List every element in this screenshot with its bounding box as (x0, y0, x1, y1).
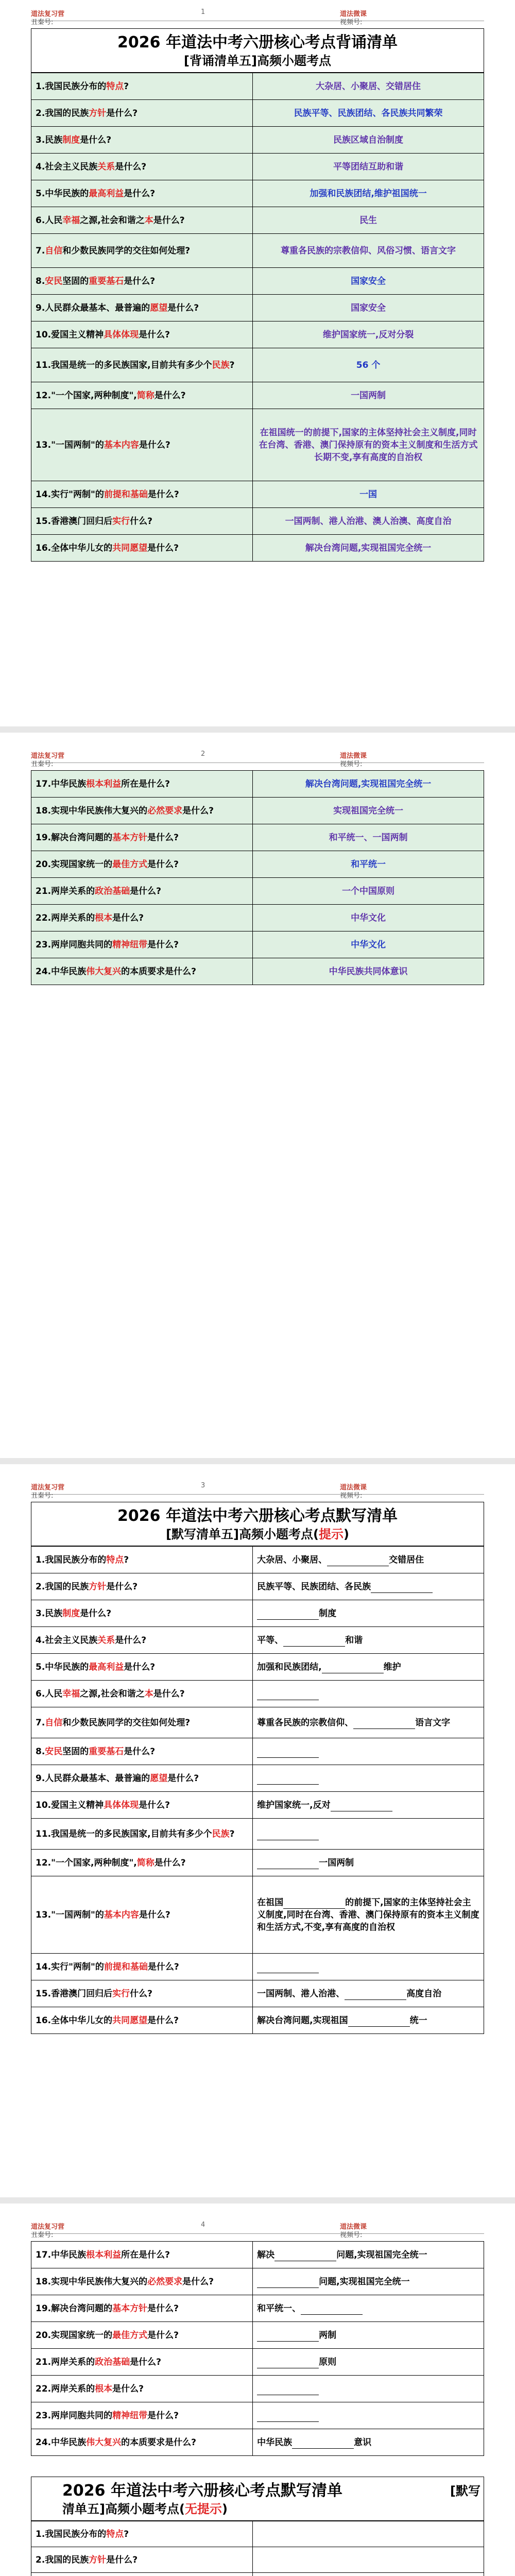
blank-line (301, 2305, 363, 2315)
page-number: 2 (201, 750, 205, 758)
answer-cell: 实现祖国完全统一 (253, 798, 484, 824)
answer-cell: 和平统一 (253, 851, 484, 878)
table-row (31, 2521, 484, 2547)
recite-table-1 (31, 73, 484, 562)
table-row (31, 508, 484, 535)
empty-answer-cell[interactable] (253, 2573, 484, 2576)
answer-cell: 民族区域自治制度 (253, 127, 484, 154)
fill-answer-cell: 解决台湾问题,实现祖国 统一 (253, 2007, 484, 2034)
question-cell: 1.我国民族分布的特点? (31, 1547, 253, 1573)
question-cell: 9.人民群众最基本、最普遍的愿望是什么? (31, 1765, 253, 1792)
question-cell: 15.香港澳门回归后实行什么? (31, 1980, 253, 2007)
answer-cell: 一国两制、港人治港、澳人治澳、高度自治 (253, 508, 484, 535)
answer-cell: 56 个 (253, 348, 484, 382)
blank-line (257, 1748, 319, 1758)
table-row (31, 1681, 484, 1707)
answer-cell: 平等团结互助和谐 (253, 154, 484, 180)
question-cell: 11.我国是统一的多民族国家,目前共有多少个民族? (31, 348, 253, 382)
question-cell: 4.社会主义民族关系是什么? (31, 1627, 253, 1654)
table-row (31, 295, 484, 321)
answer-cell: 和平统一、一国两制 (253, 824, 484, 851)
fill-answer-cell: 和平统一、 (253, 2295, 484, 2322)
question-cell: 22.两岸关系的根本是什么? (31, 2376, 253, 2402)
question-cell: 24.中华民族伟大复兴的本质要求是什么? (31, 958, 253, 985)
fill-answer-cell: 一国两制、港人治港、 高度自治 (253, 1980, 484, 2007)
question-cell: 15.香港澳门回归后实行什么? (31, 508, 253, 535)
blank-line (257, 1610, 319, 1620)
table-row (31, 1654, 484, 1681)
table-row (31, 1573, 484, 1600)
page-header: 丑秦号: 道法复习营 2 视频号: 道法微课 (31, 742, 484, 763)
fill-answer-cell: 在祖国 的前提下,国家的主体坚持社会主义制度,同时在台湾、香港、澳门保持原有的资本主义制度和生活方式,不变,享有高度的自治权 (253, 1876, 484, 1954)
question-cell: 23.两岸同胞共同的精神纽带是什么? (31, 931, 253, 958)
table-row (31, 1765, 484, 1792)
table-row (31, 798, 484, 824)
question-cell: 5.中华民族的最高利益是什么? (31, 180, 253, 207)
page-header: 丑秦号: 道法复习营 4 视频号: 道法微课 (31, 2213, 484, 2234)
question-cell: 21.两岸关系的政治基础是什么? (31, 2349, 253, 2376)
answer-cell: 维护国家统一,反对分裂 (253, 321, 484, 348)
question-cell: 12."一个国家,两种制度",简称是什么? (31, 382, 253, 409)
question-cell: 19.解决台湾问题的基本方针是什么? (31, 2295, 253, 2322)
answer-cell: 解决台湾问题,实现祖国完全统一 (253, 771, 484, 798)
question-cell: 4.社会主义民族关系是什么? (31, 154, 253, 180)
blank-line (292, 2439, 354, 2449)
question-cell: 17.中华民族根本利益所在是什么? (31, 771, 253, 798)
dictation-table-2 (31, 2241, 484, 2456)
question-cell: 3.民族制度是什么? (31, 1600, 253, 1627)
table-row (31, 154, 484, 180)
table-row (31, 878, 484, 905)
page-2 (31, 742, 484, 985)
question-cell: 11.我国是统一的多民族国家,目前共有多少个民族? (31, 1819, 253, 1850)
table-row (31, 1738, 484, 1765)
fill-answer-cell: 原则 (253, 2349, 484, 2376)
answer-cell: 一个中国原则 (253, 878, 484, 905)
question-cell: 21.两岸关系的政治基础是什么? (31, 878, 253, 905)
fill-answer-cell: 制度 (253, 1600, 484, 1627)
question-cell: 16.全体中华儿女的共同愿望是什么? (31, 2007, 253, 2034)
blank-line (322, 1664, 384, 1673)
question-cell: 12."一个国家,两种制度",简称是什么? (31, 1850, 253, 1876)
blank-line (283, 1899, 345, 1909)
header-right: 视频号: 道法微课 (340, 10, 367, 26)
question-cell: 20.实现国家统一的最佳方式是什么? (31, 2322, 253, 2349)
table-row (31, 73, 484, 100)
answer-cell: 民族平等、民族团结、各民族共同繁荣 (253, 100, 484, 127)
table-row (31, 180, 484, 207)
question-cell: 14.实行"两制"的前提和基础是什么? (31, 1954, 253, 1980)
table-row (31, 2402, 484, 2429)
dictation-table-1 (31, 1546, 484, 2034)
table-row (31, 1980, 484, 2007)
question-cell: 22.两岸关系的根本是什么? (31, 905, 253, 931)
table-row (31, 382, 484, 409)
blank-line (257, 2412, 319, 2422)
question-cell: 19.解决台湾问题的基本方针是什么? (31, 824, 253, 851)
table-row (31, 2429, 484, 2456)
question-cell: 2.我国的民族方针是什么? (31, 100, 253, 127)
fill-answer-cell: 加强和民族团结, 维护 (253, 1654, 484, 1681)
table-row (31, 127, 484, 154)
question-cell: 14.实行"两制"的前提和基础是什么? (31, 481, 253, 508)
table-row (31, 1600, 484, 1627)
table-row (31, 2573, 484, 2576)
dictation-title: 2026 年道法中考六册核心考点默写清单 [默写清单五]高频小题考点(提示) (31, 1502, 484, 1546)
page-header (31, 0, 484, 26)
question-cell: 17.中华民族根本利益所在是什么? (31, 2242, 253, 2268)
page-3 (31, 1473, 484, 2034)
question-cell: 6.人民幸福之源,社会和谐之本是什么? (31, 1681, 253, 1707)
fill-answer-cell: 中华民族 意识 (253, 2429, 484, 2456)
fill-answer-cell (253, 2402, 484, 2429)
page-number: 1 (201, 8, 205, 16)
question-cell: 18.实现中华民族伟大复兴的必然要求是什么? (31, 798, 253, 824)
table-row (31, 268, 484, 295)
question-cell: 1.我国民族分布的特点? (31, 2521, 253, 2547)
blank-line (371, 1583, 433, 1593)
question-cell: 10.爱国主义精神具体体现是什么? (31, 1792, 253, 1819)
question-cell: 3.民族制度是什么? (31, 127, 253, 154)
table-row (31, 1792, 484, 1819)
blank-line (257, 2332, 319, 2342)
table-row (31, 1819, 484, 1850)
table-row (31, 771, 484, 798)
table-row (31, 931, 484, 958)
header-left: 丑秦号: 道法复习营 (31, 10, 65, 26)
blank-line (331, 1802, 392, 1811)
page-header: 丑秦号: 道法复习营 3 视频号: 道法微课 (31, 1473, 484, 1495)
fill-answer-cell: 解决 问题,实现祖国完全统一 (253, 2242, 484, 2268)
blank-line (257, 1831, 319, 1840)
table-row (31, 2349, 484, 2376)
table-row (31, 2295, 484, 2322)
table-row (31, 1954, 484, 1980)
question-cell: 7.自信和少数民族同学的交往如何处理? (31, 1707, 253, 1738)
fill-answer-cell (253, 1954, 484, 1980)
table-row (31, 2322, 484, 2349)
question-cell: 16.全体中华儿女的共同愿望是什么? (31, 535, 253, 562)
fill-answer-cell: 维护国家统一,反对 (253, 1792, 484, 1819)
question-cell: 18.实现中华民族伟大复兴的必然要求是什么? (31, 2268, 253, 2295)
question-cell: 20.实现国家统一的最佳方式是什么? (31, 851, 253, 878)
answer-cell: 国家安全 (253, 295, 484, 321)
blank-line (257, 2385, 319, 2395)
table-row (31, 2242, 484, 2268)
blank-line (353, 1719, 415, 1729)
page-gap (0, 2197, 515, 2204)
empty-answer-cell[interactable] (253, 2547, 484, 2573)
blank-line (283, 1637, 345, 1647)
table-row (31, 905, 484, 931)
answer-cell: 一国两制 (253, 382, 484, 409)
question-cell (31, 2573, 253, 2576)
page-4 (31, 2213, 484, 2576)
table-row (31, 1876, 484, 1954)
page-number: 3 (201, 1482, 205, 1489)
page-1 (31, 0, 484, 562)
question-cell: 6.人民幸福之源,社会和谐之本是什么? (31, 207, 253, 234)
table-row (31, 851, 484, 878)
question-cell: 24.中华民族伟大复兴的本质要求是什么? (31, 2429, 253, 2456)
fill-answer-cell (253, 2376, 484, 2402)
question-cell: 7.自信和少数民族同学的交往如何处理? (31, 234, 253, 268)
answer-cell: 大杂居、小聚居、交错居住 (253, 73, 484, 100)
fill-answer-cell: 一国两制 (253, 1850, 484, 1876)
fill-answer-cell (253, 1681, 484, 1707)
question-cell: 9.人民群众最基本、最普遍的愿望是什么? (31, 295, 253, 321)
table-row (31, 100, 484, 127)
table-row (31, 481, 484, 508)
question-cell: 10.爱国主义精神具体体现是什么? (31, 321, 253, 348)
question-cell: 8.安民坚固的重要基石是什么? (31, 268, 253, 295)
answer-cell: 民生 (253, 207, 484, 234)
answer-cell: 中华文化 (253, 905, 484, 931)
blank-line (274, 2251, 336, 2261)
empty-answer-cell[interactable] (253, 2521, 484, 2547)
fill-answer-cell (253, 1819, 484, 1850)
table-row (31, 409, 484, 481)
table-row (31, 1850, 484, 1876)
table-row (31, 958, 484, 985)
table-row (31, 321, 484, 348)
fill-answer-cell: 尊重各民族的宗教信仰、 语言文字 (253, 1707, 484, 1738)
table-row (31, 348, 484, 382)
table-row (31, 2376, 484, 2402)
blank-line (257, 1859, 319, 1869)
table-row (31, 1547, 484, 1573)
table-row (31, 234, 484, 268)
page-gap (0, 1458, 515, 1464)
table-row (31, 1627, 484, 1654)
blank-line (348, 2017, 410, 2027)
table-row (31, 824, 484, 851)
question-cell: 13."一国两制"的基本内容是什么? (31, 1876, 253, 1954)
answer-cell: 中华文化 (253, 931, 484, 958)
fill-answer-cell: 民族平等、民族团结、各民族 (253, 1573, 484, 1600)
fill-answer-cell: 平等、 和谐 (253, 1627, 484, 1654)
fill-answer-cell: 问题,实现祖国完全统一 (253, 2268, 484, 2295)
page-number: 4 (201, 2221, 205, 2229)
question-cell: 8.安民坚固的重要基石是什么? (31, 1738, 253, 1765)
table-row (31, 2547, 484, 2573)
blank-line (257, 2278, 319, 2288)
table-row (31, 2268, 484, 2295)
blank-line (345, 1990, 406, 2000)
answer-cell: 中华民族共同体意识 (253, 958, 484, 985)
answer-cell: 尊重各民族的宗教信仰、风俗习惯、语言文字 (253, 234, 484, 268)
question-cell: 13."一国两制"的基本内容是什么? (31, 409, 253, 481)
table-row (31, 2007, 484, 2034)
page-title: 2026 年道法中考六册核心考点背诵清单 [背诵清单五]高频小题考点 (31, 28, 484, 73)
answer-cell: 加强和民族团结,维护祖国统一 (253, 180, 484, 207)
recite-table-2 (31, 770, 484, 985)
blank-line (257, 1963, 319, 1973)
fill-answer-cell: 大杂居、小聚居、 交错居住 (253, 1547, 484, 1573)
blank-line (257, 1690, 319, 1700)
question-cell: 2.我国的民族方针是什么? (31, 1573, 253, 1600)
question-cell: 2.我国的民族方针是什么? (31, 2547, 253, 2573)
page-gap (0, 726, 515, 733)
blank-line (257, 1775, 319, 1785)
question-cell: 1.我国民族分布的特点? (31, 73, 253, 100)
table-row (31, 1707, 484, 1738)
question-cell: 5.中华民族的最高利益是什么? (31, 1654, 253, 1681)
question-cell: 23.两岸同胞共同的精神纽带是什么? (31, 2402, 253, 2429)
table-row (31, 535, 484, 562)
blank-table-1 (31, 2521, 484, 2576)
table-row (31, 207, 484, 234)
fill-answer-cell: 两制 (253, 2322, 484, 2349)
answer-cell: 一国 (253, 481, 484, 508)
answer-cell: 在祖国统一的前提下,国家的主体坚持社会主义制度,同时在台湾、香港、澳门保持原有的资本主义制度和生活方式长期不变,享有高度的自治权 (253, 409, 484, 481)
fill-answer-cell (253, 1738, 484, 1765)
blank-line (327, 1556, 389, 1566)
fill-answer-cell (253, 1765, 484, 1792)
dictation2-title: 2026 年道法中考六册核心考点默写清单 [默写 清单五]高频小题考点(无提示) (31, 2477, 484, 2521)
blank-line (257, 2359, 319, 2368)
answer-cell: 国家安全 (253, 268, 484, 295)
answer-cell: 解决台湾问题,实现祖国完全统一 (253, 535, 484, 562)
